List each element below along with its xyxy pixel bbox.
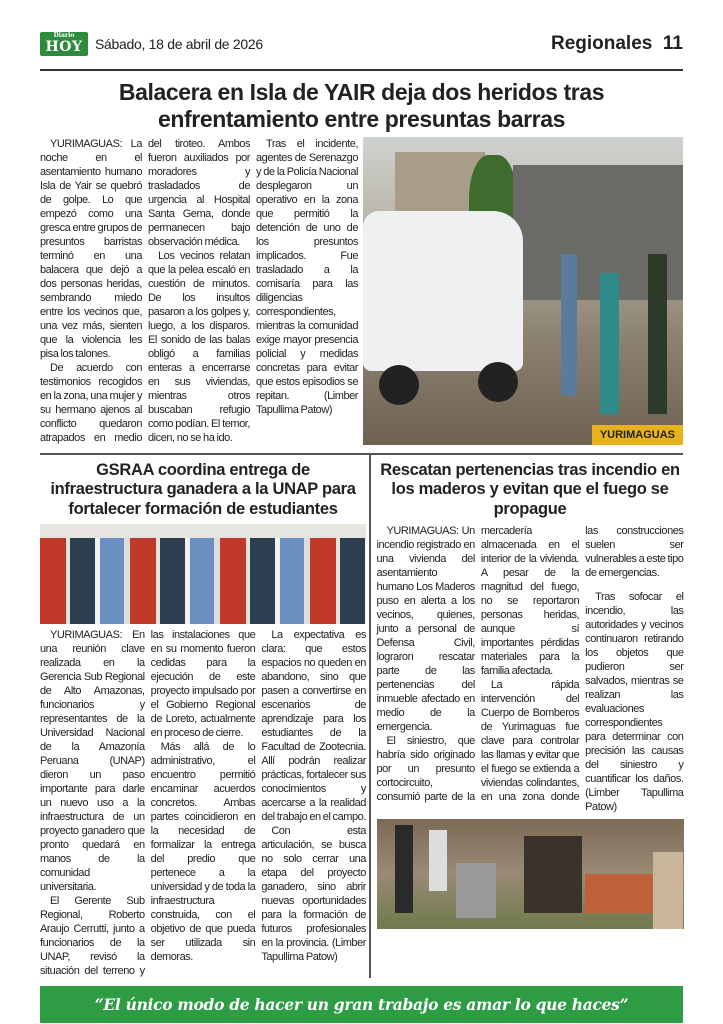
article2-body <box>40 628 366 978</box>
article1-photo-police-truck <box>363 137 683 445</box>
article3-photo-fire-scene <box>377 819 684 929</box>
newspaper-page <box>40 0 683 1023</box>
paragraph: YURIMAGUAS: La noche en el asentamiento humano Isla de Yair se quebró de golpe. Lo que empezó como una gresca entre grupos de presuntos barristas terminó en una balacera que dejó a dos personas heridas, sembrando miedo entre los vecinos que, una vez más, sienten que la violencia les pisa los talones. <box>40 138 142 360</box>
paragraph: El siniestro, que habría sido originado por un presunto cortocircuito, consumió parte de la mercadería almacenada en el interior de la vivienda. A pesar de la magnitud del fuego, no se reportaron personas heridas, aunque sí importantes pérdidas materiales para la familia afectada. <box>376 525 580 803</box>
paragraph: Los vecinos relatan que la pelea escaló en cuestión de minutos. De los insultos pasaron a los golpes y, luego, a los disparos. El sonido de las balas obligó a familias enteras a encerrarse en sus viviendas, mientras otros buscaban refugio como podían. El temor, dicen, no se ha ido. <box>148 250 250 444</box>
person <box>648 254 667 414</box>
section-header <box>551 33 683 55</box>
issue-date: Sábado, 18 de abril de 2026 <box>95 36 263 52</box>
lower-section <box>40 455 683 979</box>
quote-banner: “El único modo de hacer un gran trabajo es amar lo que haces” <box>40 986 683 1023</box>
article1-body <box>40 137 358 445</box>
header-rule <box>40 69 683 71</box>
paragraph: YURIMAGUAS: Un incendio registrado en una vivienda del asentamiento humano Los Maderos puso en alerta a los vecinos, quienes, junto a personal de Defensa Civil, lograron rescatar parte de las pertenencias del inmueble afectado en medio de la emergencia. <box>376 525 475 733</box>
doorway <box>524 836 582 913</box>
paragraph: Tras sofocar el incendio, las autoridades y vecinos continuaron retirando los objetos que pudieron ser salvados, mientras se realizan las evaluaciones correspondientes para determinar con precisión las causas del siniestro y cuantificar los daños. (Limber Tapullima Patow) <box>585 591 684 813</box>
page-number: 11 <box>662 33 683 54</box>
paragraph: YURIMAGUAS: En una reunión clave realizada en la Gerencia Sub Regional de Alto Amazonas, funcionarios y representantes de la Universidad Nacional de la Amazonía Peruana (UNAP) dieron un paso importante para darle un nuevo uso a la infraestructura de un proyecto ganadero que pronto quedará en manos de la comunidad universitaria. <box>40 629 145 893</box>
article1-headline: Balacera en Isla de YAIR deja dos heridos tras enfrentamiento entre presuntas barras <box>118 79 605 132</box>
article2-photo-group <box>40 524 366 624</box>
person <box>600 273 619 415</box>
column-divider <box>369 455 371 979</box>
article1 <box>40 137 683 445</box>
paragraph: Más allá de lo administrativo, el encuentro permitió encaminar acuerdos concretos. Ambas partes coincidieron en la necesidad de formalizar la entrega del predio que pertenece a la universidad y de toda la infraestructura construida, con el objetivo de que pueda ser utilizada sin demoras. <box>150 741 256 963</box>
paragraph: Tras el incidente, agentes de Serenazgo y de la Policía Nacional desplegaron un operativo en la zona que permitió la detención de uno de los presuntos implicados. Fue trasladado a la comisaría para las diligencias correspondientes, mientras la comunidad exige mayor presencia policial y medidas concretas para evitar que estos episodios se repitan. (Limber Tapullima Patow) <box>256 138 358 416</box>
article2-headline: GSRAA coordina entrega de infraestructura ganadera a la UNAP para fortalecer formación de estudiantes <box>50 460 356 518</box>
person <box>429 830 447 891</box>
police-truck <box>363 211 523 371</box>
group-people <box>40 538 366 624</box>
article3-headline: Rescatan pertenencias tras incendio en los maderos y evitan que el fuego se propague <box>380 460 680 518</box>
article3-body <box>377 524 684 814</box>
person <box>395 825 413 913</box>
bricks <box>585 874 662 913</box>
person <box>653 852 684 929</box>
person <box>561 254 577 396</box>
paragraph: El Gerente Sub Regional, Roberto Araujo Cerrutti, junto a funcionarios de la UNAP, revisó la situación del terreno y las instalaciones que en su momento fueron cedidas para la ejecución de este proyecto impulsado por el Gobierno Regional de Loreto, actualmente en proceso de cierre. <box>40 629 256 977</box>
newspaper-logo: Diario HOY <box>40 32 88 56</box>
paragraph: De acuerdo con testimonios recogidos en la zona, una mujer y su hermano ajenos al conflicto quedaron atrapados en medio del tiroteo. Ambos fueron auxiliados por moradores y trasladados de urgencia al Hospital Santa Gema, donde permanecen bajo observación médica. <box>40 138 250 444</box>
appliance <box>456 863 496 918</box>
article3 <box>377 455 684 979</box>
truck-wheel <box>379 365 419 405</box>
section-name: Regionales <box>550 33 653 54</box>
photo-location-tag: YURIMAGUAS <box>592 425 683 445</box>
paragraph: La rápida intervención del Cuerpo de Bomberos de Yurimaguas fue clave para controlar las llamas y evitar que el fuego se extienda a viviendas colindantes, en una zona donde las construcciones suelen ser vulnerables a este tipo de emergencias. <box>480 525 684 803</box>
article2 <box>40 455 366 979</box>
paragraph: Con esta articulación, se busca no solo cerrar una etapa del proyecto ganadero, sino abrir nuevas oportunidades para la formación de futuros profesionales en la provincia. (Limber Tapullima Patow) <box>261 825 366 963</box>
truck-wheel <box>478 362 518 402</box>
page-header <box>40 31 683 57</box>
paragraph: La expectativa es clara: que estos espacios no queden en abandono, sino que pasen a convertirse en escenarios de aprendizaje para los estudiantes de la Facultad de Zootecnia. Allí podrán realizar prácticas, fortalecer sus conocimientos y acercarse a la realidad del trabajo en el campo. <box>261 629 366 823</box>
